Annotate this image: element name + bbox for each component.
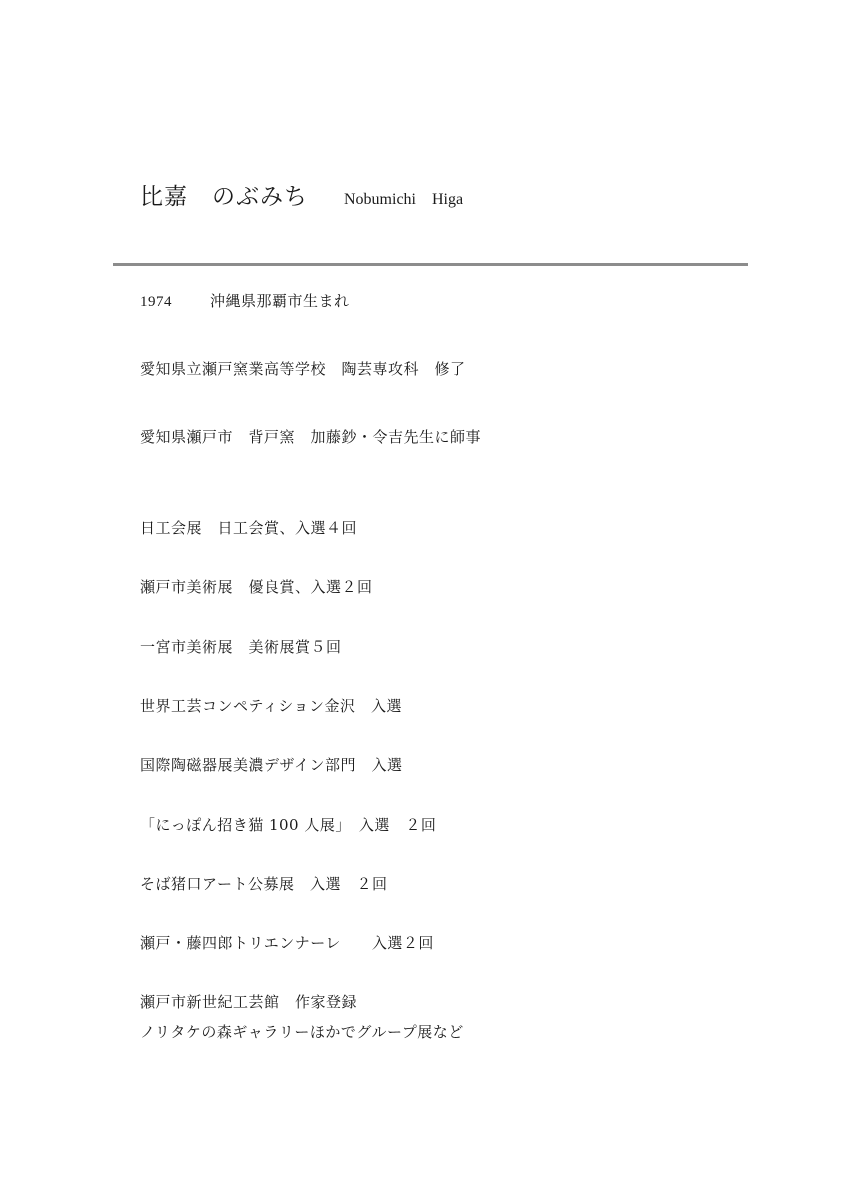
apprenticeship-line: 愛知県瀬戸市 背戸窯 加藤鈔・令吉先生に師事 (140, 428, 482, 446)
award-item: 世界工芸コンペティション金沢 入選 (140, 697, 403, 715)
award-item: 一宮市美術展 美術展賞５回 (140, 638, 342, 656)
award-item: そば猪口アート公募展 入選 ２回 (140, 875, 388, 893)
award-item: 瀬戸市美術展 優良賞、入選２回 (140, 578, 373, 596)
education-line: 愛知県立瀬戸窯業高等学校 陶芸専攻科 修了 (140, 360, 466, 378)
award-item: 瀬戸市新世紀工芸館 作家登録 (140, 993, 358, 1011)
award-item: 瀬戸・藤四郎トリエンナーレ 入選２回 (140, 934, 434, 952)
award-item: 国際陶磁器展美濃デザイン部門 入選 (140, 756, 403, 774)
award-item: 日工会展 日工会賞、入選４回 (140, 519, 358, 537)
artist-name-english: Nobumichi Higa (344, 191, 464, 208)
page-title (140, 178, 463, 211)
birth-line (140, 290, 350, 311)
birth-place: 沖縄県那覇市生まれ (210, 292, 350, 310)
award-item: 「にっぽん招き猫 100 人展」 入選 ２回 (140, 816, 437, 834)
birth-year: 1974 (140, 294, 172, 310)
award-item: ノリタケの森ギャラリーほかでグループ展など (140, 1023, 464, 1041)
divider (113, 263, 748, 266)
artist-name-japanese: 比嘉 のぶみち (140, 184, 308, 210)
